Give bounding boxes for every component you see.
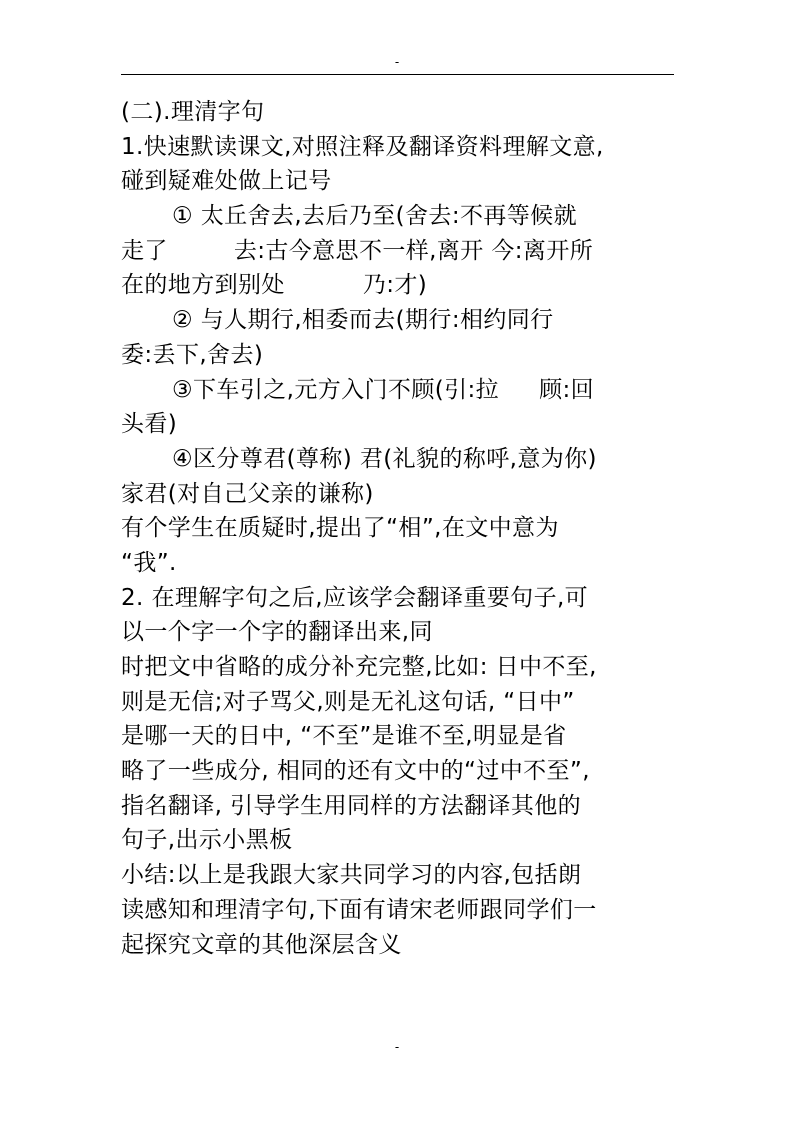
point-2-line: 略了一些成分, 相同的还有文中的“过中不至”, [121,758,590,785]
item-1-line: ① 太丘舍去,去后乃至(舍去:不再等候就 [172,203,577,230]
item-1-text: 在的地方到别处 [121,272,285,299]
item-3-text: ③下车引之,元方入门不顾(引:拉 [172,376,500,403]
point-2-line: 2. 在理解字句之后,应该学会翻译重要句子,可 [121,584,589,611]
item-1-line [121,234,681,269]
note-line: 有个学生在质疑时,提出了“相”,在文中意为 [121,515,559,542]
point-2-line: 是哪一天的日中, “不至”是谁不至,明显是省 [121,723,567,750]
item-4-line: ④区分尊君(尊称) 君(礼貌的称呼,意为你) [172,445,597,472]
point-2-line: 指名翻译, 引导学生用同样的方法翻译其他的 [121,792,582,819]
header-rule [121,74,674,75]
item-3-text: 顾:回 [539,376,595,403]
document-body [121,95,681,962]
item-2-line: 委:丢下,舍去) [121,341,264,368]
page-footer-mark: - [394,1040,400,1054]
item-2-line: ② 与人期行,相委而去(期行:相约同行 [172,307,554,334]
note-line: “我”. [121,549,177,576]
item-3-line [121,373,681,408]
point-2-line: 则是无信;对子骂父,则是无礼这句话, “日中” [121,688,575,715]
summary-line: 起探究文章的其他深层含义 [121,931,402,958]
summary-line: 读感知和理清字句,下面有请宋老师跟同学们一 [121,896,597,923]
item-1-line [121,268,681,303]
summary-line: 小结:以上是我跟大家共同学习的内容,包括朗 [121,862,582,889]
point-2-line: 以一个字一个字的翻译出来,同 [121,619,433,646]
section-heading: (二).理清字句 [121,99,265,125]
instruction-line: 碰到疑难处做上记号 [121,168,332,195]
point-2-line: 时把文中省略的成分补充完整,比如: 日中不至, [121,654,597,680]
page-header-mark: - [394,55,400,69]
instruction-line: 1.快速默读课文,对照注释及翻译资料理解文意, [121,133,604,160]
item-1-text: 去:古今意思不一样,离开 今:离开所 [233,237,594,264]
item-1-text: 乃:才) [362,272,428,299]
point-2-line: 句子,出示小黑板 [121,827,293,854]
item-3-line: 头看) [121,411,178,438]
item-1-text: 走了 [121,237,168,264]
item-4-line: 家君(对自己父亲的谦称) [121,480,374,507]
